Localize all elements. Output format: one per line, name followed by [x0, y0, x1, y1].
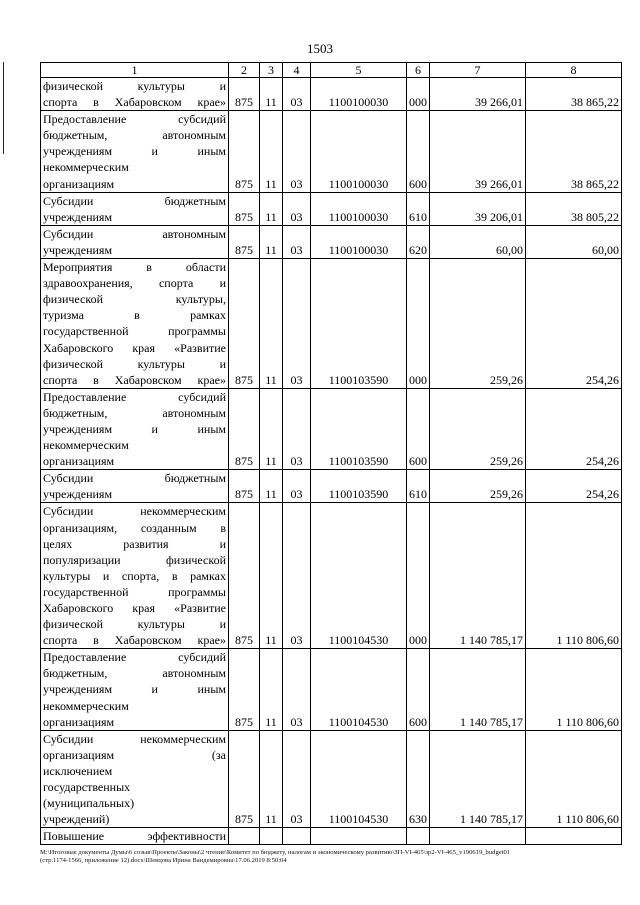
row-name-line: учреждениям	[43, 209, 113, 224]
amount-year-1: 39 266,01	[430, 78, 526, 111]
amount-year-2: 38 805,22	[526, 192, 622, 225]
row-name-line: организациям	[43, 714, 115, 729]
column-header-8: 8	[526, 63, 622, 78]
subsection-code: 03	[283, 730, 311, 828]
row-name-line: государственных	[43, 780, 131, 795]
admin-code	[229, 828, 260, 845]
expense-type-code: 610	[407, 470, 430, 503]
margin-mark	[3, 62, 4, 154]
row-name-line: Повышение эффективности	[43, 829, 226, 844]
admin-code: 875	[229, 730, 260, 828]
target-article-code: 1100104530	[311, 649, 407, 730]
amount-year-1: 259,26	[430, 388, 526, 469]
target-article-code: 1100100030	[311, 225, 407, 258]
subsection-code: 03	[283, 111, 311, 192]
target-article-code: 1100100030	[311, 111, 407, 192]
row-name-line: учреждениям и иным	[43, 144, 226, 159]
expense-type-code: 630	[407, 730, 430, 828]
row-name-line: организациям (за	[43, 747, 226, 762]
table-row	[41, 225, 622, 258]
target-article-code: 1100103590	[311, 470, 407, 503]
subsection-code: 03	[283, 225, 311, 258]
row-name-line: Субсидии бюджетным	[43, 193, 226, 208]
row-name	[41, 649, 229, 730]
target-article-code: 1100100030	[311, 78, 407, 111]
row-name-line: спорта в Хабаровском крае»	[43, 95, 226, 110]
row-name-line: Хабаровского края «Развитие	[43, 601, 226, 615]
admin-code: 875	[229, 78, 260, 111]
column-header-4: 4	[283, 63, 311, 78]
amount-year-1: 1 140 785,17	[430, 503, 526, 649]
amount-year-2: 254,26	[526, 388, 622, 469]
target-article-code	[311, 828, 407, 845]
row-name-line: целях развития и	[43, 536, 226, 551]
expense-type-code	[407, 828, 430, 845]
row-name-line: физической культуры и	[43, 617, 226, 632]
section-code: 11	[260, 111, 283, 192]
amount-year-2: 38 865,22	[526, 78, 622, 111]
amount-year-2	[526, 828, 622, 845]
subsection-code: 03	[283, 649, 311, 730]
row-name	[41, 388, 229, 469]
row-name-line: спорта в Хабаровском крае»	[43, 633, 226, 648]
row-name-line: Предоставление субсидий	[43, 650, 226, 665]
row-name	[41, 225, 229, 258]
row-name-line: спорта в Хабаровском крае»	[43, 372, 226, 387]
admin-code: 875	[229, 388, 260, 469]
amount-year-1: 259,26	[430, 470, 526, 503]
section-code: 11	[260, 503, 283, 649]
row-name-line: Субсидии некоммерческим	[43, 504, 226, 519]
row-name	[41, 78, 229, 111]
row-name-line: Предоставление субсидий	[43, 389, 226, 404]
expense-type-code: 000	[407, 259, 430, 389]
table-row	[41, 649, 622, 730]
column-header-3: 3	[260, 63, 283, 78]
table-row	[41, 111, 622, 192]
subsection-code: 03	[283, 470, 311, 503]
column-header-2: 2	[229, 63, 260, 78]
row-name	[41, 470, 229, 503]
row-name-line: исключением	[43, 763, 113, 778]
row-name-line: организациям	[43, 176, 115, 191]
table-row	[41, 828, 622, 845]
target-article-code: 1100103590	[311, 388, 407, 469]
section-code: 11	[260, 225, 283, 258]
expense-type-code: 620	[407, 225, 430, 258]
row-name-line: учреждениям	[43, 487, 113, 502]
footer-line-1: M:\Итоговые документы Думы\6 созыв\Проекты\Законы\2 чтение\Комитет по бюджету, налогам и экономическому развитию\ЗП-VI-465\зр2-VI-465_v190619_budget01	[40, 849, 511, 856]
row-name-line: Субсидии автономным	[43, 226, 226, 241]
budget-table	[40, 62, 622, 845]
row-name-line: Хабаровского края «Развитие	[43, 340, 226, 355]
section-code: 11	[260, 259, 283, 389]
row-name-line: государственной программы	[43, 584, 226, 599]
admin-code: 875	[229, 192, 260, 225]
amount-year-1: 39 266,01	[430, 111, 526, 192]
admin-code: 875	[229, 259, 260, 389]
row-name-line: бюджетным, автономным	[43, 128, 226, 143]
row-name	[41, 730, 229, 828]
amount-year-1: 1 140 785,17	[430, 649, 526, 730]
subsection-code: 03	[283, 259, 311, 389]
row-name-line: учреждениям	[43, 242, 113, 257]
expense-type-code: 600	[407, 111, 430, 192]
row-name-line: некоммерческим	[43, 438, 129, 453]
column-header-6: 6	[407, 63, 430, 78]
footer-line-2: (стр.1174-1566, приложение 12).docx\Шевцова Ирина Вандемировна\17.06.2019 8:50:04	[40, 857, 287, 864]
expense-type-code: 000	[407, 503, 430, 649]
admin-code: 875	[229, 111, 260, 192]
table-row	[41, 78, 622, 111]
amount-year-2: 1 110 806,60	[526, 730, 622, 828]
row-name-line: культуры и спорта, в рамках	[43, 568, 226, 583]
page-number: 1503	[307, 41, 333, 56]
subsection-code: 03	[283, 388, 311, 469]
row-name-line: физической культуры,	[43, 292, 226, 307]
row-name-line: физической культуры и	[43, 79, 226, 93]
admin-code: 875	[229, 503, 260, 649]
row-name-line: Мероприятия в области	[43, 260, 226, 275]
row-name-line: бюджетным, автономным	[43, 666, 226, 681]
subsection-code	[283, 828, 311, 845]
amount-year-1: 259,26	[430, 259, 526, 389]
section-code: 11	[260, 192, 283, 225]
row-name-line: учреждениям и иным	[43, 682, 226, 697]
amount-year-2: 1 110 806,60	[526, 649, 622, 730]
row-name-line: организациям	[43, 454, 115, 469]
row-name-line: организациям, созданным в	[43, 520, 226, 535]
expense-type-code: 000	[407, 78, 430, 111]
row-name	[41, 192, 229, 225]
table-body	[41, 78, 622, 845]
table-row	[41, 259, 622, 389]
amount-year-2: 254,26	[526, 470, 622, 503]
section-code: 11	[260, 470, 283, 503]
amount-year-1: 1 140 785,17	[430, 730, 526, 828]
expense-type-code: 600	[407, 388, 430, 469]
subsection-code: 03	[283, 78, 311, 111]
section-code: 11	[260, 730, 283, 828]
row-name-line: некоммерческим	[43, 698, 129, 713]
row-name-line: некоммерческим	[43, 160, 129, 175]
target-article-code: 1100104530	[311, 730, 407, 828]
amount-year-2: 1 110 806,60	[526, 503, 622, 649]
row-name	[41, 828, 229, 845]
amount-year-1	[430, 828, 526, 845]
amount-year-2: 60,00	[526, 225, 622, 258]
column-header-1: 1	[41, 63, 229, 78]
row-name-line: Предоставление субсидий	[43, 112, 226, 127]
row-name-line: учреждениям и иным	[43, 421, 226, 436]
target-article-code: 1100100030	[311, 192, 407, 225]
amount-year-2: 254,26	[526, 259, 622, 389]
row-name-line: учреждений)	[43, 812, 110, 827]
section-code: 11	[260, 78, 283, 111]
row-name-line: физической культуры и	[43, 356, 226, 371]
row-name-line: здравоохранения, спорта и	[43, 276, 226, 291]
admin-code: 875	[229, 225, 260, 258]
table-row	[41, 470, 622, 503]
amount-year-1: 60,00	[430, 225, 526, 258]
column-header-5: 5	[311, 63, 407, 78]
amount-year-1: 39 206,01	[430, 192, 526, 225]
admin-code: 875	[229, 649, 260, 730]
expense-type-code: 610	[407, 192, 430, 225]
section-code: 11	[260, 649, 283, 730]
row-name-line: бюджетным, автономным	[43, 405, 226, 420]
row-name	[41, 259, 229, 389]
row-name	[41, 111, 229, 192]
section-code: 11	[260, 388, 283, 469]
row-name	[41, 503, 229, 649]
target-article-code: 1100104530	[311, 503, 407, 649]
subsection-code: 03	[283, 192, 311, 225]
table-row	[41, 503, 622, 649]
subsection-code: 03	[283, 503, 311, 649]
row-name-line: популяризации физической	[43, 552, 226, 567]
amount-year-2: 38 865,22	[526, 111, 622, 192]
target-article-code: 1100103590	[311, 259, 407, 389]
row-name-line: туризма в рамках	[43, 308, 226, 323]
header-row	[41, 63, 622, 78]
document-path-footer	[40, 849, 625, 865]
table-row	[41, 388, 622, 469]
row-name-line: Субсидии бюджетным	[43, 471, 226, 486]
table-row	[41, 192, 622, 225]
expense-type-code: 600	[407, 649, 430, 730]
row-name-line: Субсидии некоммерческим	[43, 731, 226, 746]
section-code	[260, 828, 283, 845]
table-row	[41, 730, 622, 828]
row-name-line: государственной программы	[43, 324, 226, 339]
row-name-line: (муниципальных)	[43, 796, 135, 811]
column-header-7: 7	[430, 63, 526, 78]
admin-code: 875	[229, 470, 260, 503]
